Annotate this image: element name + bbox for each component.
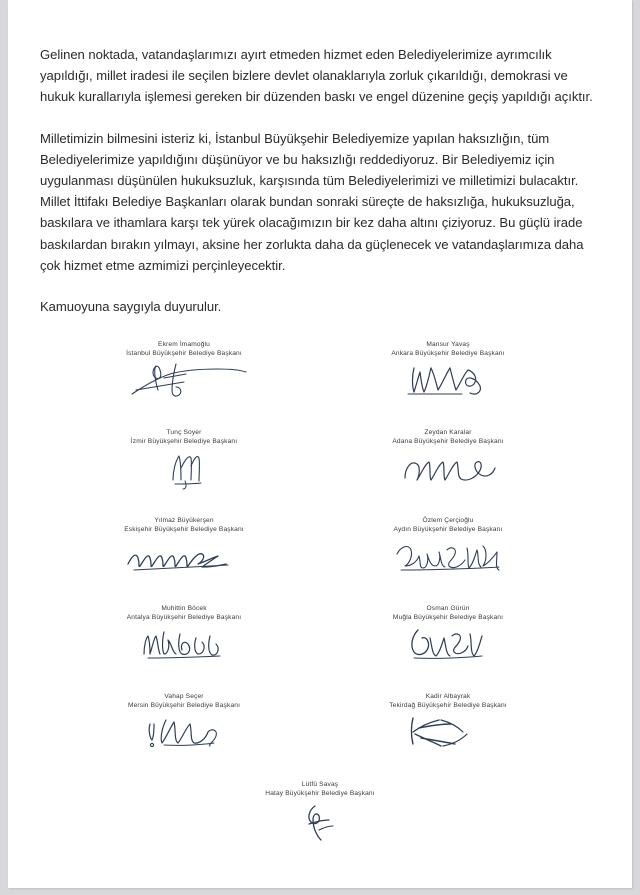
- signature-row: [8, 516, 632, 604]
- signatory-block: [328, 428, 568, 492]
- signatory-title: Ankara Büyükşehir Belediye Başkanı: [391, 350, 505, 357]
- signatory-name: Muhittin Böcek: [161, 605, 207, 612]
- signatory-name: Kadir Albayrak: [425, 693, 471, 700]
- signatory-block: [64, 340, 304, 404]
- signatory-title: Muğla Büyükşehir Belediye Başkanı: [392, 614, 504, 621]
- signatory-title: Adana Büyükşehir Belediye Başkanı: [392, 438, 504, 445]
- signatory-block: [328, 340, 568, 404]
- signature-mark-zeydan-karalar: [328, 448, 568, 492]
- signatory-block: [64, 428, 304, 492]
- statement-paragraph-1: Gelinen noktada, vatandaşlarımızı ayırt etmeden hizmet eden Belediyelerimize ayrımcılık yapıldığı, millet iradesi ile seçilen bizlere devlet olanaklarıyla zorluk çıkarıldığı, demokrasi ve hukuk kurallarıyla işlemesi gereken bir düzenden baskı ve engel düzenine geçiş yapıldığı açıktır.: [40, 47, 593, 105]
- signatory-block: [64, 604, 304, 668]
- signatory-title: Eskişehir Büyükşehir Belediye Başkanı: [124, 526, 244, 533]
- signature-section: [8, 340, 632, 868]
- signatory-title: Aydın Büyükşehir Belediye Başkanı: [393, 526, 503, 533]
- signatory-block: [328, 604, 568, 668]
- signatory-title: Mersin Büyükşehir Belediye Başkanı: [127, 702, 241, 709]
- signature-row: [8, 780, 632, 868]
- signature-mark-osman-gurun: [328, 624, 568, 668]
- signatory-block: [200, 780, 440, 844]
- signatory-name: Vahap Seçer: [164, 693, 204, 700]
- signatory-name: Osman Gürün: [426, 605, 470, 612]
- signatory-name: Tunç Soyer: [166, 429, 202, 436]
- signatory-title: İstanbul Büyükşehir Belediye Başkanı: [126, 350, 242, 357]
- signature-mark-lutfu-savas: [200, 800, 440, 844]
- signature-mark-kadir-albayrak: [328, 712, 568, 756]
- signatory-block: [328, 692, 568, 756]
- statement-body: [40, 44, 600, 317]
- signature-row: [8, 340, 632, 428]
- signatory-name: Lütfü Savaş: [301, 781, 339, 788]
- signature-mark-vahap-secer: [64, 712, 304, 756]
- signature-mark-tunc-soyer: [64, 448, 304, 492]
- signatory-block: [64, 692, 304, 756]
- statement-closing-line: Kamuoyuna saygıyla duyurulur.: [40, 299, 222, 315]
- signatory-title: İzmir Büyükşehir Belediye Başkanı: [130, 438, 238, 445]
- signatory-title: Tekirdağ Büyükşehir Belediye Başkanı: [389, 702, 507, 709]
- signatory-title: Antalya Büyükşehir Belediye Başkanı: [126, 614, 242, 621]
- signatory-block: [64, 516, 304, 580]
- signatory-block: [328, 516, 568, 580]
- signatory-name: Yılmaz Büyükerşen: [154, 517, 214, 524]
- signature-mark-yilmaz-buyukersen: [64, 536, 304, 580]
- signature-mark-mansur-yavas: [328, 360, 568, 404]
- signatory-name: Zeydan Karalar: [424, 429, 472, 436]
- statement-paragraph-2: Milletimizin bilmesini isteriz ki, İstanbul Büyükşehir Belediyemize yapılan haksızlığın, tüm Belediyelerimize yapıldığını düşünüyor ve bu haksızlığı reddediyoruz. Bir Belediyemiz için uygulanması düşünülen hukuksuzluk, karşısında tüm Belediyelerimizi ve milletimizi bulacaktır. Millet İttifakı Belediye Başkanları olarak bundan sonraki süreçte de haksızlığa, hukuksuzluğa, baskılara ve ithamlara karşı tek yürek olacağımızın bir kez daha altını çiziyoruz. Bu güçlü irade baskılardan bırakın yılmayı, aksine her zorlukta daha da güçlenecek ve vatandaşlarımıza daha çok hizmet etme azmimizi perçinleyecektir.: [40, 130, 584, 273]
- signature-mark-ekrem-imamoglu: [64, 360, 304, 404]
- signature-mark-ozlem-cercioglu: [328, 536, 568, 580]
- signatory-name: Özlem Çerçioğlu: [422, 517, 474, 524]
- signature-row: [8, 692, 632, 780]
- document-page: [8, 0, 632, 888]
- signatory-name: Ekrem İmamoğlu: [158, 341, 210, 348]
- signature-row: [8, 428, 632, 516]
- signatory-name: Mansur Yavaş: [426, 341, 470, 348]
- signature-mark-muhittin-bocek: [64, 624, 304, 668]
- signatory-title: Hatay Büyükşehir Belediye Başkanı: [265, 790, 375, 797]
- signature-row: [8, 604, 632, 692]
